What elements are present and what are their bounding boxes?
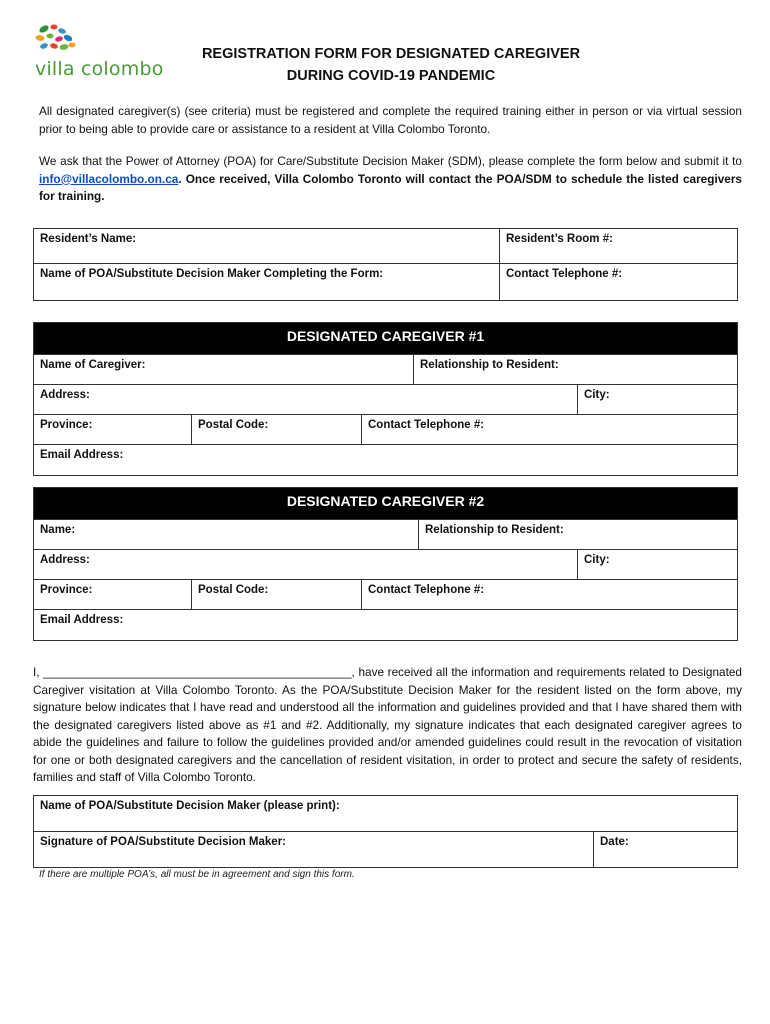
poa-date-field[interactable]: Date:	[594, 832, 738, 868]
caregiver-1-phone-field[interactable]: Contact Telephone #:	[362, 415, 738, 445]
contact-phone-field[interactable]: Contact Telephone #:	[500, 264, 738, 301]
intro-p2-end: . Once received, Villa Colombo Toronto will contact the POA/SDM to schedule the listed caregivers for training.	[39, 171, 742, 203]
intro-paragraph-1: All designated caregiver(s) (see criteria) must be registered and complete the required training either in person or via virtual session prior to being able to provide care or assistance to a resident at Villa Colombo Toronto.	[39, 104, 742, 136]
poa-signature-table	[33, 795, 738, 868]
caregiver-2-phone-field[interactable]: Contact Telephone #:	[362, 580, 738, 610]
form-title	[150, 43, 632, 87]
footnote: If there are multiple POA’s, all must be in agreement and sign this form.	[39, 869, 355, 880]
caregiver-1-city-field[interactable]: City:	[578, 385, 738, 415]
email-link[interactable]: info@villacolombo.on.ca	[39, 171, 179, 186]
caregiver-2-postal-field[interactable]: Postal Code:	[192, 580, 362, 610]
resident-room-field[interactable]: Resident’s Room #:	[500, 229, 738, 264]
caregiver-2-address-field[interactable]: Address:	[34, 550, 578, 580]
caregiver-1-relationship-field[interactable]: Relationship to Resident:	[414, 355, 738, 385]
caregiver-1-address-field[interactable]: Address:	[34, 385, 578, 415]
caregiver-2-heading: DESIGNATED CAREGIVER #2	[34, 488, 738, 520]
resident-name-field[interactable]: Resident’s Name:	[34, 229, 500, 264]
caregiver-1-email-field[interactable]: Email Address:	[34, 445, 738, 476]
logo-leaves-icon	[35, 24, 75, 51]
intro-paragraph-2	[39, 153, 742, 206]
caregiver-2-table	[33, 487, 738, 641]
caregiver-2-province-field[interactable]: Province:	[34, 580, 192, 610]
intro-p2-start: We ask that the Power of Attorney (POA) for Care/Substitute Decision Maker (SDM), please complete the form below and submit it to	[39, 154, 742, 168]
caregiver-1-province-field[interactable]: Province:	[34, 415, 192, 445]
caregiver-1-name-field[interactable]: Name of Caregiver:	[34, 355, 414, 385]
title-line-2: DURING COVID-19 PANDEMIC	[286, 68, 496, 84]
caregiver-2-city-field[interactable]: City:	[578, 550, 738, 580]
poa-signature-field[interactable]: Signature of POA/Substitute Decision Maker:	[34, 832, 594, 868]
poa-print-name-field[interactable]: Name of POA/Substitute Decision Maker (please print):	[34, 796, 738, 832]
caregiver-2-email-field[interactable]: Email Address:	[34, 610, 738, 641]
caregiver-2-relationship-field[interactable]: Relationship to Resident:	[419, 520, 738, 550]
title-line-1: REGISTRATION FORM FOR DESIGNATED CAREGIVER	[201, 46, 581, 62]
caregiver-1-heading: DESIGNATED CAREGIVER #1	[34, 323, 738, 355]
poa-name-field[interactable]: Name of POA/Substitute Decision Maker Completing the Form:	[34, 264, 500, 301]
resident-info-table	[33, 228, 738, 301]
caregiver-2-name-field[interactable]: Name:	[34, 520, 419, 550]
declaration-paragraph: I, _______________________________________________, have received all the information and requirements related to Designated Caregiver visitation at Villa Colombo Toronto. As the POA/Substitute Decision Maker for the resident listed on the form above, my signature below indicates that I have read and understood all the information and guidelines provided and that I have shared them with the designated caregivers listed above as #1 and #2. Additionally, my signature indicates that each designated caregiver agrees to abide the guidelines and failure to follow the guidelines provided and/or amended guidelines could result in the revocation of visitation for one or both designated caregivers and the cancellation of resident visitation, in order to protect and secure the safety of residents, families and staff of Villa Colombo Toronto.	[33, 665, 742, 784]
caregiver-1-table	[33, 322, 738, 476]
logo-text: villa colombo	[35, 58, 164, 80]
caregiver-1-postal-field[interactable]: Postal Code:	[192, 415, 362, 445]
